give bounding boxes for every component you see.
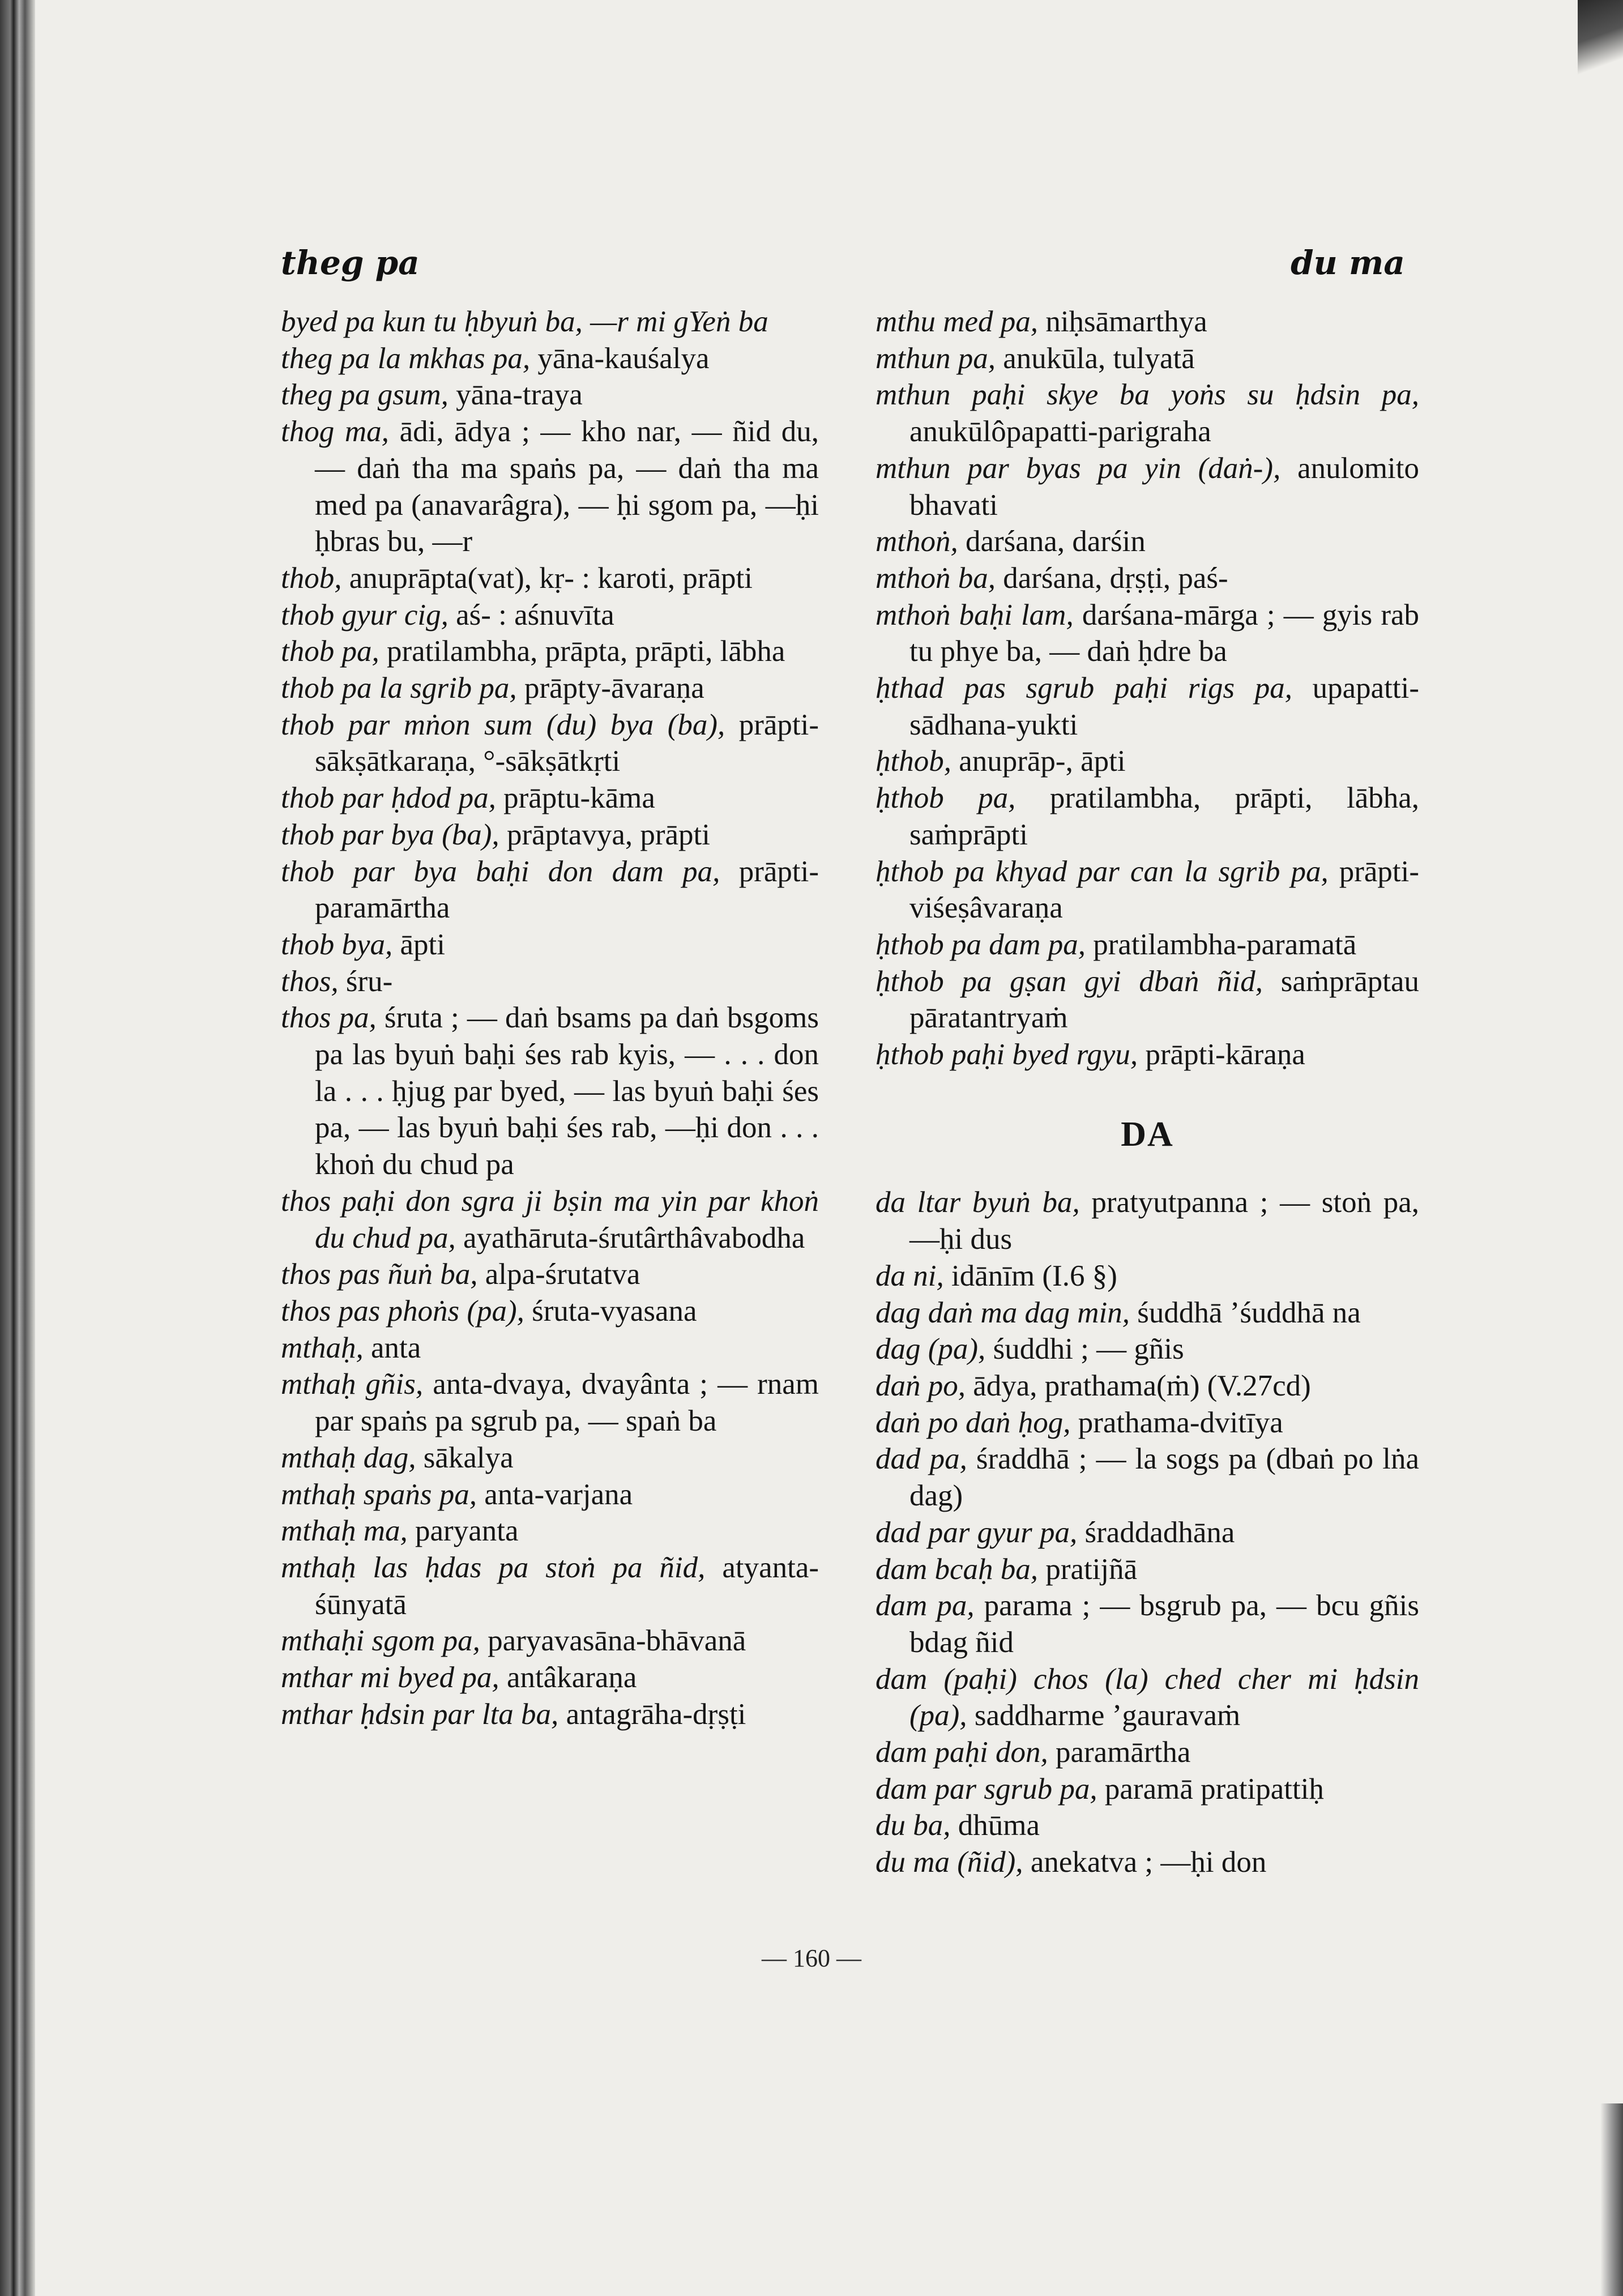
- dictionary-entry: [281, 633, 819, 670]
- dictionary-entry: [281, 817, 819, 853]
- tibetan-term: dag daṅ ma dag min,: [875, 1296, 1130, 1329]
- tibetan-term: thob gyur cig,: [281, 598, 449, 631]
- tibetan-term: daṅ po daṅ ḥog,: [875, 1406, 1071, 1439]
- tibetan-term: thob par bya baḥi don dam pa,: [281, 855, 720, 888]
- dictionary-entry: [875, 670, 1419, 743]
- dictionary-entry: [875, 1844, 1419, 1881]
- da-section-entries: [875, 1184, 1419, 1880]
- sanskrit-equivalent: idānīm (I.6 §): [951, 1259, 1117, 1292]
- right-column: [875, 304, 1419, 1881]
- dictionary-entry: [875, 340, 1419, 377]
- tibetan-term: mthaḥ spaṅs pa,: [281, 1478, 477, 1511]
- tibetan-term: mthoṅ baḥi lam,: [875, 598, 1074, 631]
- dictionary-entry: [281, 1293, 819, 1330]
- sanskrit-equivalent: atyanta-śūnyatā: [315, 1551, 819, 1621]
- tibetan-term: da ni,: [875, 1259, 944, 1292]
- sanskrit-equivalent: prathama-dvitīya: [1078, 1406, 1283, 1439]
- dictionary-entry: [281, 377, 819, 413]
- dictionary-entry: [281, 1330, 819, 1367]
- sanskrit-equivalent: anta-varjana: [484, 1478, 633, 1511]
- tibetan-term: mthu med pa,: [875, 305, 1039, 338]
- sanskrit-equivalent: upapatti-sādhana-yukti: [909, 672, 1419, 741]
- sanskrit-equivalent: prāpti-sākṣātkaraṇa, °-sākṣātkṛti: [315, 708, 819, 778]
- dictionary-entry: [875, 377, 1419, 450]
- tibetan-term: mthaḥi sgom pa,: [281, 1624, 480, 1658]
- tibetan-term: mthun pa,: [875, 342, 996, 375]
- tibetan-term: thog ma,: [281, 415, 389, 449]
- sanskrit-equivalent: ādya, prathama(ṁ) (V.27cd): [973, 1369, 1311, 1402]
- sanskrit-equivalent: anukūlôpapatti-parigraha: [909, 415, 1211, 449]
- sanskrit-equivalent: paramārtha: [1056, 1736, 1191, 1769]
- sanskrit-equivalent: śru-: [345, 965, 393, 998]
- dictionary-entry: [875, 450, 1419, 523]
- tibetan-term: mthar ḥdsin par lta ba,: [281, 1697, 559, 1731]
- sanskrit-equivalent: antâkaraṇa: [506, 1661, 637, 1695]
- dictionary-entry: [281, 1623, 819, 1659]
- sanskrit-equivalent: āpti: [400, 928, 445, 961]
- sanskrit-equivalent: aś- : aśnuvīta: [456, 598, 614, 631]
- tibetan-term: dad par gyur pa,: [875, 1516, 1078, 1549]
- tibetan-term: ḥthob,: [875, 745, 951, 778]
- sanskrit-equivalent: paryavasāna-bhāvanā: [488, 1624, 746, 1658]
- sanskrit-equivalent: pratyutpanna ; — stoṅ pa, —ḥi dus: [909, 1186, 1419, 1256]
- dictionary-entry: [281, 1696, 819, 1733]
- tibetan-term: mthaḥ dag,: [281, 1441, 416, 1474]
- sanskrit-equivalent: yāna-kauśalya: [537, 342, 710, 375]
- tibetan-term: thos pas ñuṅ ba,: [281, 1258, 478, 1291]
- sanskrit-equivalent: yāna-traya: [456, 378, 583, 412]
- sanskrit-equivalent: prāpty-āvaraṇa: [524, 672, 704, 705]
- sanskrit-equivalent: prāpti-kāraṇa: [1145, 1038, 1305, 1072]
- tibetan-term: thob pa la sgrib pa,: [281, 672, 517, 705]
- sanskrit-equivalent: anta: [371, 1331, 421, 1364]
- sanskrit-equivalent: pratilambha, prāpti, lābha, saṁprāpti: [909, 782, 1419, 851]
- dictionary-entry: [875, 1661, 1419, 1734]
- right-column-entries: [875, 304, 1419, 1073]
- tibetan-term: thob par mṅon sum (du) bya (ba),: [281, 708, 725, 741]
- dictionary-entry: [281, 340, 819, 377]
- page-corner-shadow: [1578, 0, 1623, 91]
- sanskrit-equivalent: darśana, darśin: [966, 525, 1146, 558]
- dictionary-entry: [875, 1331, 1419, 1368]
- sanskrit-equivalent: sākalya: [423, 1441, 514, 1474]
- tibetan-term: dam paḥi don,: [875, 1736, 1048, 1769]
- dictionary-entry: [281, 1659, 819, 1696]
- tibetan-term: dam (paḥi) chos (la) ched cher mi ḥdsin (pa),: [875, 1662, 1419, 1732]
- sanskrit-equivalent: anukūla, tulyatā: [1003, 342, 1195, 375]
- sanskrit-equivalent: antagrāha-dṛṣṭi: [566, 1697, 746, 1731]
- sanskrit-equivalent: prāptu-kāma: [503, 782, 655, 815]
- dictionary-entry: [875, 1734, 1419, 1771]
- dictionary-entry: [875, 1036, 1419, 1073]
- dictionary-entry: [281, 780, 819, 817]
- dictionary-entry: [875, 743, 1419, 780]
- dictionary-entry: [875, 560, 1419, 597]
- tibetan-term: dag (pa),: [875, 1333, 986, 1366]
- sanskrit-equivalent: śruta ; — daṅ bsams pa daṅ bsgoms pa las byuṅ baḥi śes rab kyis, — . . . don la . . . ḥjug par byed, — las byuṅ baḥi śes pa, — las byuṅ baḥi śes rab, —ḥi don . . . khoṅ du chud pa: [315, 1001, 819, 1181]
- sanskrit-equivalent: paryanta: [415, 1514, 519, 1548]
- sanskrit-equivalent: śuddhi ; — gñis: [993, 1333, 1184, 1366]
- dictionary-entry: [875, 597, 1419, 670]
- tibetan-term: mthun paḥi skye ba yoṅs su ḥdsin pa,: [875, 378, 1419, 412]
- dictionary-entry: [875, 853, 1419, 927]
- tibetan-term: theg pa gsum,: [281, 378, 449, 412]
- dictionary-entry: [281, 853, 819, 927]
- dictionary-entry: [875, 1405, 1419, 1441]
- section-heading: DA: [1121, 1115, 1174, 1154]
- tibetan-term: ḥthob pa dam pa,: [875, 928, 1086, 961]
- page-edge-shadow: [1600, 2103, 1623, 2296]
- sanskrit-equivalent: ayathāruta-śrutârthâvabodha: [463, 1221, 805, 1254]
- tibetan-term: thos paḥi don sgra ji bṣin ma yin par khoṅ du chud pa,: [281, 1184, 819, 1254]
- tibetan-term: thos,: [281, 965, 339, 998]
- dictionary-entry: [281, 597, 819, 634]
- dictionary-entry: [281, 413, 819, 560]
- tibetan-term: theg pa la mkhas pa,: [281, 342, 531, 375]
- dictionary-entry: [875, 1514, 1419, 1551]
- dictionary-entry: [875, 1587, 1419, 1661]
- dictionary-entry: [875, 523, 1419, 560]
- sanskrit-equivalent: anuprāpta(vat), kṛ- : karoti, prāpti: [349, 561, 753, 595]
- dictionary-entry: [281, 1366, 819, 1439]
- sanskrit-equivalent: dhūma: [958, 1809, 1040, 1842]
- dictionary-entry: [281, 963, 819, 1000]
- page-number: — 160 —: [762, 1944, 861, 1972]
- tibetan-term: thob par bya (ba),: [281, 818, 499, 851]
- sanskrit-equivalent: prāpti-viśeṣâvaraṇa: [909, 855, 1420, 925]
- sanskrit-equivalent: alpa-śrutatva: [485, 1258, 640, 1291]
- dictionary-entry: [875, 1771, 1419, 1808]
- tibetan-term: mthaḥ ma,: [281, 1514, 408, 1548]
- sanskrit-equivalent: prāpti-paramārtha: [315, 855, 819, 925]
- tibetan-term: mthaḥ,: [281, 1331, 364, 1364]
- sanskrit-equivalent: pratilambha, prāpta, prāpti, lābha: [386, 635, 785, 668]
- tibetan-term: ḥthob pa gṣan gyi dbaṅ ñid,: [875, 965, 1263, 998]
- sanskrit-equivalent: śraddadhāna: [1084, 1516, 1235, 1549]
- tibetan-term: thob par ḥdod pa,: [281, 782, 496, 815]
- dictionary-entry: [281, 1513, 819, 1550]
- tibetan-term: thos pas phoṅs (pa),: [281, 1294, 524, 1328]
- dictionary-entry: [281, 1550, 819, 1623]
- sanskrit-equivalent: saṁprāptau pāratantryaṁ: [909, 965, 1419, 1035]
- sanskrit-equivalent: paramā pratipattiḥ: [1104, 1772, 1324, 1806]
- tibetan-term: ḥthad pas sgrub paḥi rigs pa,: [875, 672, 1293, 705]
- tibetan-term: du ma (ñid),: [875, 1846, 1023, 1879]
- dictionary-entry: [875, 304, 1419, 340]
- dictionary-entry: [875, 1258, 1419, 1295]
- running-head-left: theg pa: [281, 244, 420, 282]
- tibetan-term: thob bya,: [281, 928, 393, 961]
- tibetan-term: du ba,: [875, 1809, 951, 1842]
- sanskrit-equivalent: śuddhā ’śuddhā na: [1137, 1296, 1361, 1329]
- dictionary-entry: [875, 780, 1419, 853]
- tibetan-term: mthaḥ las ḥdas pa stoṅ pa ñid,: [281, 1551, 706, 1584]
- sanskrit-equivalent: niḥsāmarthya: [1045, 305, 1207, 338]
- dictionary-entry: [875, 1807, 1419, 1844]
- dictionary-entry: [281, 304, 819, 340]
- tibetan-term: daṅ po,: [875, 1369, 966, 1402]
- tibetan-term: dam par sgrub pa,: [875, 1772, 1097, 1806]
- sanskrit-equivalent: pratijñā: [1045, 1552, 1138, 1586]
- sanskrit-equivalent: darśana-mārga ; — gyis rab tu phye ba, — daṅ ḥdre ba: [909, 598, 1419, 668]
- dictionary-entry: [281, 1000, 819, 1183]
- tibetan-term: dam bcaḥ ba,: [875, 1552, 1039, 1586]
- sanskrit-equivalent: anulomito bhavati: [909, 451, 1420, 522]
- sanskrit-equivalent: ādi, ādya ; — kho nar, — ñid du, — daṅ tha ma spaṅs pa, — daṅ tha ma med pa (anavarâgra), — ḥi sgom pa, —ḥi ḥbras bu, —r: [315, 415, 819, 558]
- dictionary-entry: [875, 1295, 1419, 1331]
- dictionary-entry: [875, 1368, 1419, 1405]
- tibetan-term: mthoṅ ba,: [875, 561, 996, 595]
- dictionary-entry: [875, 927, 1419, 963]
- dictionary-entry: [875, 1184, 1419, 1257]
- dictionary-entry: [875, 1441, 1419, 1514]
- sanskrit-equivalent: parama ; — bsgrub pa, — bcu gñis bdag ñid: [909, 1589, 1419, 1659]
- dictionary-entry: [281, 670, 819, 707]
- tibetan-term: ḥthob pa khyad par can la sgrib pa,: [875, 855, 1329, 888]
- tibetan-term: da ltar byuṅ ba,: [875, 1186, 1080, 1219]
- sanskrit-equivalent: prāptavya, prāpti: [506, 818, 711, 851]
- tibetan-term: ḥthob paḥi byed rgyu,: [875, 1038, 1138, 1072]
- tibetan-term: thob,: [281, 561, 342, 595]
- left-column: [281, 304, 819, 1732]
- tibetan-term: mthoṅ,: [875, 525, 958, 558]
- dictionary-entry: [281, 927, 819, 963]
- running-head-right: du ma: [1291, 244, 1405, 282]
- dictionary-entry: [281, 560, 819, 597]
- sanskrit-equivalent: pratilambha-paramatā: [1093, 928, 1357, 961]
- sanskrit-equivalent: śraddhā ; — la sogs pa (dbaṅ po lṅa dag): [909, 1443, 1420, 1513]
- tibetan-term: dad pa,: [875, 1443, 967, 1476]
- tibetan-term: dam pa,: [875, 1589, 975, 1623]
- sanskrit-equivalent: śruta-vyasana: [532, 1294, 697, 1328]
- sanskrit-equivalent: anekatva ; —ḥi don: [1030, 1846, 1267, 1879]
- dictionary-entry: [281, 1183, 819, 1256]
- tibetan-term: byed pa kun tu ḥbyuṅ ba, —r mi gYeṅ ba: [281, 305, 768, 338]
- tibetan-term: mthun par byas pa yin (daṅ-),: [875, 451, 1281, 485]
- sanskrit-equivalent: saddharme ’gauravaṁ: [974, 1699, 1241, 1732]
- dictionary-entry: [281, 1256, 819, 1293]
- tibetan-term: thob pa,: [281, 635, 379, 668]
- dictionary-entry: [875, 1551, 1419, 1588]
- dictionary-entry: [281, 1476, 819, 1513]
- sanskrit-equivalent: anuprāp-, āpti: [959, 745, 1126, 778]
- tibetan-term: mthar mi byed pa,: [281, 1661, 499, 1695]
- sanskrit-equivalent: anta-dvaya, dvayânta ; — rnam par spaṅs pa sgrub pa, — spaṅ ba: [315, 1368, 819, 1438]
- tibetan-term: mthaḥ gñis,: [281, 1368, 424, 1401]
- dictionary-entry: [281, 707, 819, 780]
- sanskrit-equivalent: darśana, dṛṣṭi, paś-: [1003, 561, 1228, 595]
- dictionary-entry: [281, 1440, 819, 1476]
- tibetan-term: ḥthob pa,: [875, 782, 1016, 815]
- tibetan-term: thos pa,: [281, 1001, 377, 1035]
- dictionary-entry: [875, 963, 1419, 1036]
